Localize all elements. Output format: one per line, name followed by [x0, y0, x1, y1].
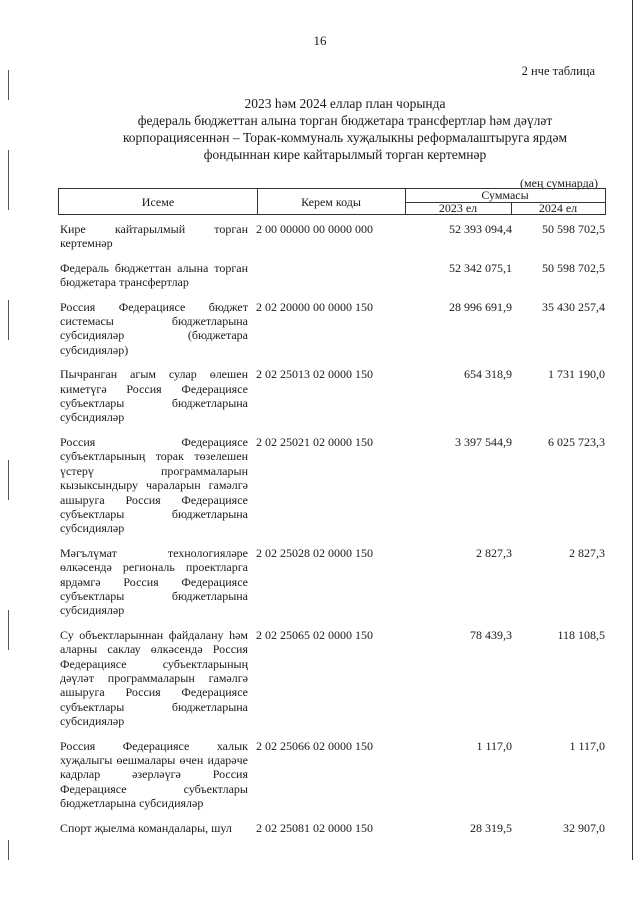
table-row	[60, 300, 605, 358]
row-code: 2 00 00000 00 0000 000	[256, 222, 373, 236]
table-row	[60, 367, 605, 425]
units-note: (мең сумнарда)	[520, 176, 598, 190]
table-row	[60, 222, 605, 251]
row-name: Спорт җыелма командалары, шул	[60, 820, 232, 835]
page-edge-line	[632, 0, 633, 860]
title-line: федераль бюджеттан алына торган бюджетара трансфертлар һәм дәүләт	[137, 113, 553, 128]
row-value-2024: 50 598 702,5	[542, 260, 605, 275]
row-value-2023: 28 319,5	[470, 820, 512, 835]
margin-mark	[8, 300, 9, 340]
title-line: корпорациясеннән – Торак-коммуналь хуҗалыкны реформалаштыруга ярдәм	[122, 130, 568, 145]
row-value-2024: 2 827,3	[569, 545, 605, 560]
row-code: 2 02 25065 02 0000 150	[256, 627, 373, 642]
row-value-2023: 1 117,0	[476, 738, 512, 753]
table-label: 2 нче таблица	[521, 64, 595, 78]
margin-mark	[8, 150, 9, 210]
document-title	[95, 95, 595, 163]
header-sum: Суммасы	[481, 188, 529, 202]
table-header	[58, 188, 606, 215]
margin-mark	[8, 460, 9, 500]
row-code: 2 02 25028 02 0000 150	[256, 545, 373, 560]
table-row	[60, 261, 605, 290]
row-value-2023: 28 996 691,9	[449, 299, 512, 314]
header-name: Исеме	[141, 195, 175, 209]
margin-mark	[8, 610, 9, 650]
row-value-2024: 1 731 190,0	[548, 367, 605, 382]
row-name: Россия Федерациясе халык хуҗалыгы өешмалары өчен идарәче кадрлар әзерләүгә Россия Федерациясе субъектлары бюджетларына субсидияләр	[60, 738, 248, 811]
margin-mark	[8, 840, 9, 860]
row-value-2023: 2 827,3	[476, 545, 512, 560]
row-code: 2 02 25013 02 0000 150	[256, 367, 373, 382]
table-row	[60, 821, 605, 835]
row-value-2023: 52 342 075,1	[449, 260, 512, 275]
row-code: 2 02 25066 02 0000 150	[256, 738, 373, 753]
row-name: Кире кайтарылмый торган кертемнәр	[60, 222, 248, 251]
table-body	[60, 222, 605, 845]
table-row	[60, 546, 605, 618]
row-value-2023: 78 439,3	[470, 627, 512, 642]
header-year-2024: 2024 ел	[538, 201, 578, 215]
row-name: Федераль бюджеттан алына торган бюджетара трансфертлар	[60, 260, 248, 290]
row-value-2023: 52 393 094,4	[449, 222, 512, 236]
table-row	[60, 739, 605, 811]
title-line: 2023 һәм 2024 еллар план чорында	[244, 96, 446, 111]
row-name: Пычранган агым сулар өлешен киметүгә Россия Федерациясе субъектлары бюджетларына субсидияләр	[60, 367, 248, 425]
row-value-2023: 3 397 544,9	[455, 434, 512, 449]
row-code: 2 02 25081 02 0000 150	[256, 820, 373, 835]
row-value-2024: 32 907,0	[563, 820, 605, 835]
table-row	[60, 435, 605, 536]
table-row	[60, 628, 605, 729]
row-value-2023: 654 318,9	[464, 367, 512, 382]
row-code: 2 02 20000 00 0000 150	[256, 299, 373, 314]
header-year-2023: 2023 ел	[438, 201, 478, 215]
row-name: Су объектларыннан файдалану һәм аларны саклау өлкәсендә Россия Федерациясе субъектларының дәүләт программаларын гамәлгә ашыруга Россия Федерациясе субъектлары бюджетларына субсидияләр	[60, 627, 248, 729]
row-value-2024: 118 108,5	[557, 627, 605, 642]
row-value-2024: 6 025 723,3	[548, 434, 605, 449]
title-line: фондыннан кире кайтарылмый торган кертемнәр	[203, 147, 487, 162]
row-name: Россия Федерациясе бюджет системасы бюджетларына субсидияләр (бюджетара субсидияләр)	[60, 299, 248, 357]
margin-mark	[8, 70, 9, 100]
row-code: 2 02 25021 02 0000 150	[256, 434, 373, 449]
row-value-2024: 1 117,0	[569, 738, 605, 753]
row-name: Мәгълүмат технологияләре өлкәсендә региональ проектларга ярдәмгә Россия Федерациясе субъектлары бюджетларына субсидияләр	[60, 545, 248, 618]
row-name: Россия Федерациясе субъектларының торак төзелешен үстерү программаларын кызыксындыру чараларын гамәлгә ашыруга Россия Федерациясе субъектлары бюджетларына субсидияләр	[60, 434, 248, 536]
row-value-2024: 35 430 257,4	[542, 299, 605, 314]
header-code: Керем коды	[301, 195, 361, 209]
row-value-2024: 50 598 702,5	[542, 222, 605, 236]
page-number: 16	[313, 33, 327, 48]
